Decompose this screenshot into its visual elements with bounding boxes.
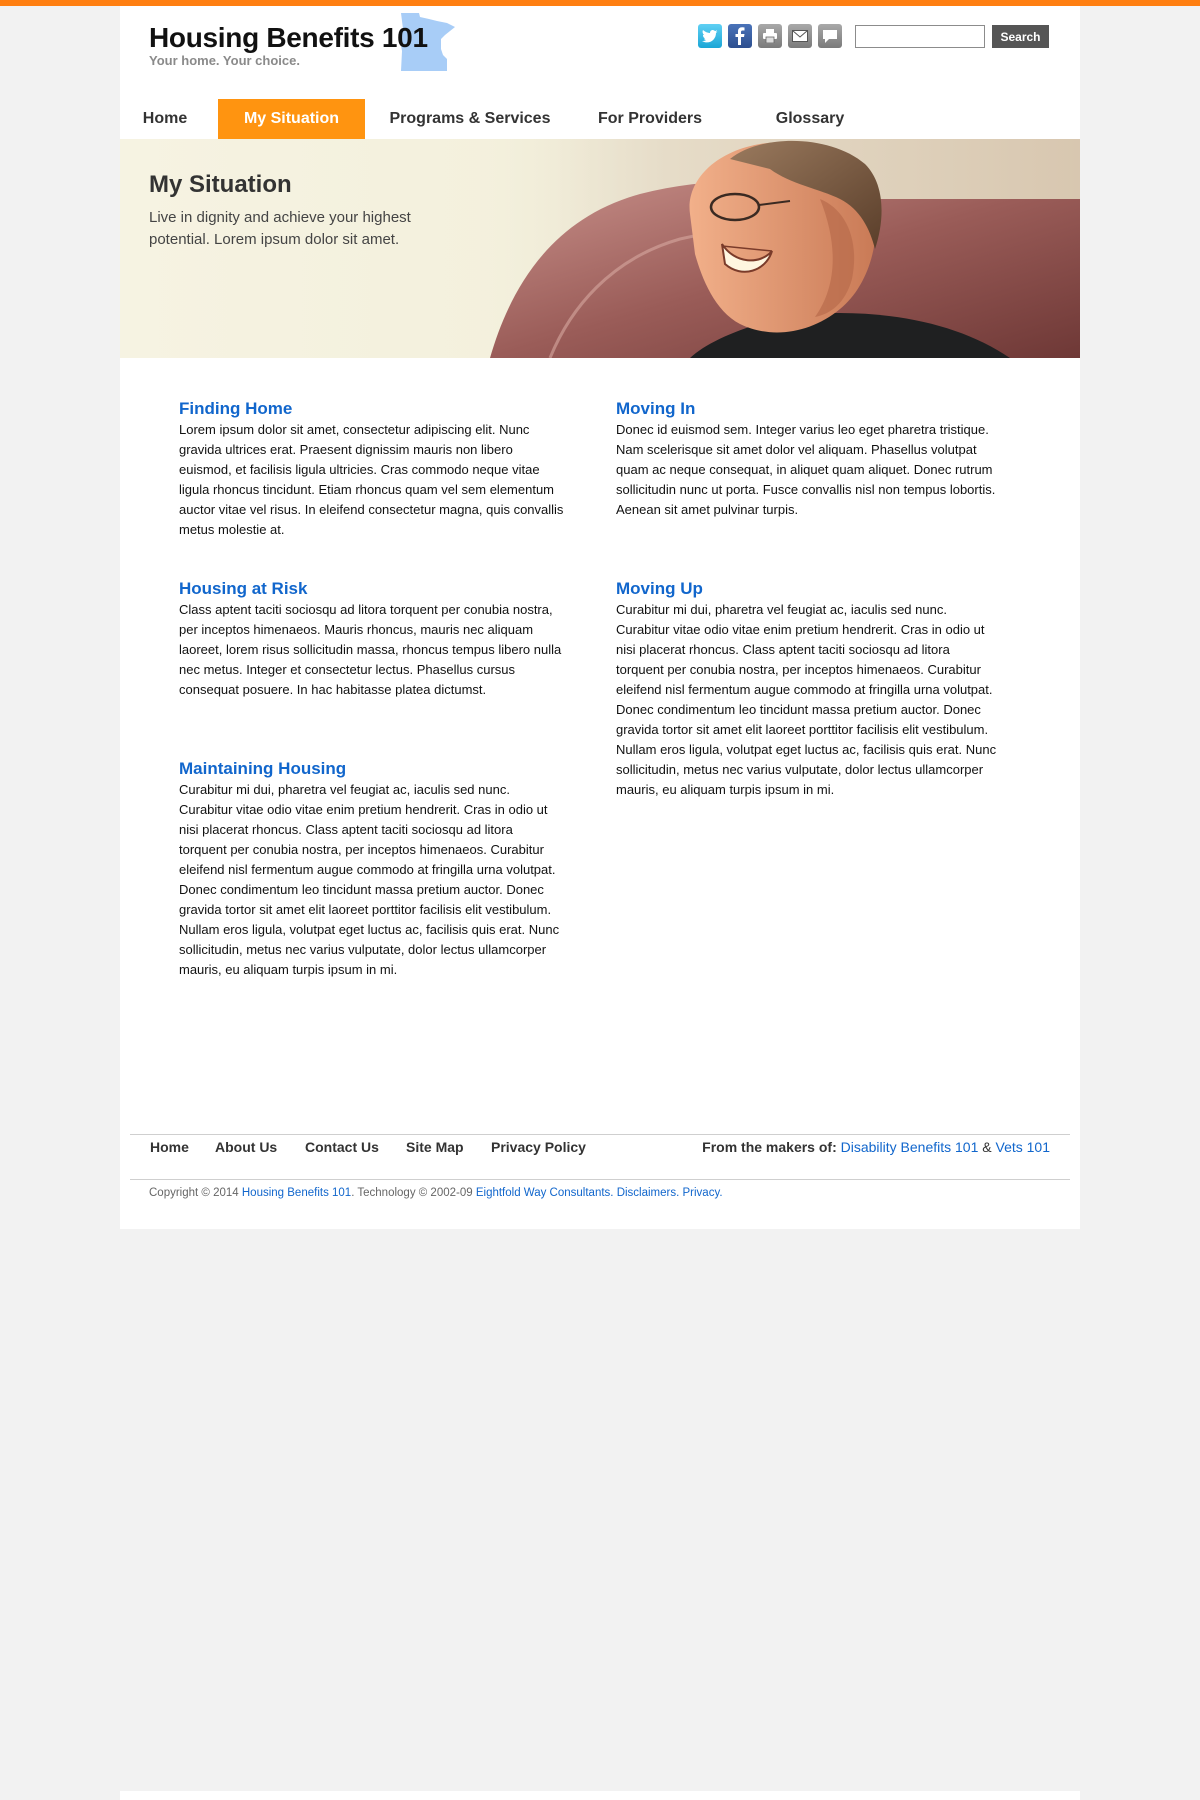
page-container <box>120 6 1080 1229</box>
section-finding-home <box>179 399 564 540</box>
comment-icon[interactable] <box>818 24 842 48</box>
twitter-icon[interactable] <box>698 24 722 48</box>
section-body: Donec id euismod sem. Integer varius leo eget pharetra tristique. Nam scelerisque sit amet dolor vel aliquam. Phasellus volutpat quam ac neque consequat, in aliquet quam aliquet. Donec rutrum sollicitudin nunc ut porta. Fusce convallis nisl non tempus lobortis. Aenean sit amet pulvinar turpis. <box>616 422 996 517</box>
section-title[interactable]: Maintaining Housing <box>179 759 347 778</box>
section-housing-at-risk <box>179 579 564 700</box>
makers-label: From the makers of: <box>702 1139 837 1155</box>
copyright-site-link[interactable]: Housing Benefits 101 <box>241 1187 352 1199</box>
copyright-mid: . Technology © 2002-09 <box>351 1187 473 1199</box>
section-title[interactable]: Finding Home <box>179 399 293 418</box>
main-nav <box>120 99 1080 139</box>
footer-link-about-us[interactable]: About Us <box>215 1139 278 1155</box>
footer-divider-bottom <box>130 1179 1070 1180</box>
search-button[interactable]: Search <box>992 25 1049 48</box>
section-body: Class aptent taciti sociosqu ad litora torquent per conubia nostra, per inceptos himenaeos. Mauris rhoncus, mauris nec aliquam laoreet, lorem risus sollicitudin massa, rhoncus tempus libero nulla nec metus. Integer et consectetur lectus. Phasellus cursus consequat posuere. In hac habitasse platea dictumst. <box>179 602 562 697</box>
facebook-icon[interactable] <box>728 24 752 48</box>
section-moving-up <box>616 579 1001 800</box>
copyright-company-link[interactable]: Eightfold Way Consultants <box>475 1187 611 1199</box>
section-body: Donec condimentum leo tincidunt massa pretium auctor. Donec gravida tortor sit amet elit laoreet porttitor facilisis elit vestibulum. Nullam eros ligula, volutpat eget luctus ac, facilisis quis erat. Nunc sollicitudin, metus nec varius vulputate, dolor lectus ullamcorper mauris, eu aliquam turpis ipsum in mi. <box>179 882 560 977</box>
print-icon[interactable] <box>758 24 782 48</box>
copyright-prefix: Copyright © 2014 <box>149 1187 239 1199</box>
site-title[interactable]: Housing Benefits 101 <box>149 22 428 53</box>
section-title[interactable]: Housing at Risk <box>179 579 308 598</box>
section-body: Donec condimentum leo tincidunt massa pretium auctor. Donec gravida tortor sit amet elit laoreet porttitor facilisis elit vestibulum. Nullam eros ligula, volutpat eget luctus ac, facilisis quis erat. Nunc sollicitudin, metus nec varius vulputate, dolor lectus ullamcorper mauris, eu aliquam turpis ipsum in mi. <box>616 702 997 797</box>
nav-item-programs-services[interactable]: Programs & Services <box>389 110 551 127</box>
makers-link-disability-benefits[interactable]: Disability Benefits 101 <box>840 1139 979 1155</box>
hero-text: Live in dignity and achieve your highest potential. Lorem ipsum dolor sit amet. <box>149 209 411 248</box>
footer-link-privacy-policy[interactable]: Privacy Policy <box>491 1139 586 1155</box>
footer-link-contact-us[interactable]: Contact Us <box>305 1139 379 1155</box>
nav-item-glossary[interactable]: Glossary <box>775 110 845 127</box>
nav-item-for-providers[interactable]: For Providers <box>597 110 703 127</box>
section-title[interactable]: Moving In <box>616 399 696 418</box>
footer-link-site-map[interactable]: Site Map <box>406 1139 464 1155</box>
email-icon[interactable] <box>788 24 812 48</box>
nav-item-home[interactable]: Home <box>142 110 188 127</box>
makers-ampersand: & <box>982 1139 992 1155</box>
disclaimers-link[interactable]: Disclaimers <box>616 1187 677 1199</box>
social-toolbar <box>698 24 842 48</box>
section-body: Lorem ipsum dolor sit amet, consectetur adipiscing elit. Nunc gravida ultrices erat. Praesent dignissim mauris non libero euismod, et facilisis ligula ultricies. Cras commodo neque vitae ligula rhoncus tincidunt. Etiam rhoncus quam vel sem elementum auctor vitae vel risus. In eleifend consectetur magna, quis convallis metus molestie at. <box>179 422 564 537</box>
makers-link-vets[interactable]: Vets 101 <box>995 1139 1050 1155</box>
hero-banner <box>120 139 1080 358</box>
bottom-strip <box>120 1791 1080 1800</box>
search-input[interactable] <box>855 25 985 48</box>
copyright-text: Copyright © 2014 Housing Benefits 101. Technology © 2002-09 Eightfold Way Consultants. Disclaimers. Privacy. <box>149 1187 723 1199</box>
section-moving-in <box>616 399 1001 520</box>
section-maintaining-housing <box>179 759 564 980</box>
nav-item-my-situation[interactable]: My Situation <box>218 99 365 139</box>
section-body: Curabitur mi dui, pharetra vel feugiat ac, iaculis sed nunc. Curabitur vitae odio vitae enim pretium hendrerit. Cras in odio ut nisi placerat rhoncus. Class aptent taciti sociosqu ad litora torquent per conubia nostra, per inceptos himenaeos. Curabitur eleifend nisl fermentum augue commodo at fringilla urna volutpat. <box>616 602 993 697</box>
footer-divider-top <box>130 1134 1070 1135</box>
privacy-link[interactable]: Privacy <box>682 1187 720 1199</box>
section-title[interactable]: Moving Up <box>616 579 703 598</box>
hero-title: My Situation <box>149 171 292 198</box>
site-tagline: Your home. Your choice. <box>149 53 300 68</box>
section-body: Curabitur mi dui, pharetra vel feugiat ac, iaculis sed nunc. Curabitur vitae odio vitae enim pretium hendrerit. Cras in odio ut nisi placerat rhoncus. Class aptent taciti sociosqu ad litora torquent per conubia nostra, per inceptos himenaeos. Curabitur eleifend nisl fermentum augue commodo at fringilla urna volutpat. <box>179 782 556 877</box>
footer-makers <box>702 1139 1050 1155</box>
smiling-man-photo <box>490 139 1080 358</box>
footer-link-home[interactable]: Home <box>150 1139 189 1155</box>
